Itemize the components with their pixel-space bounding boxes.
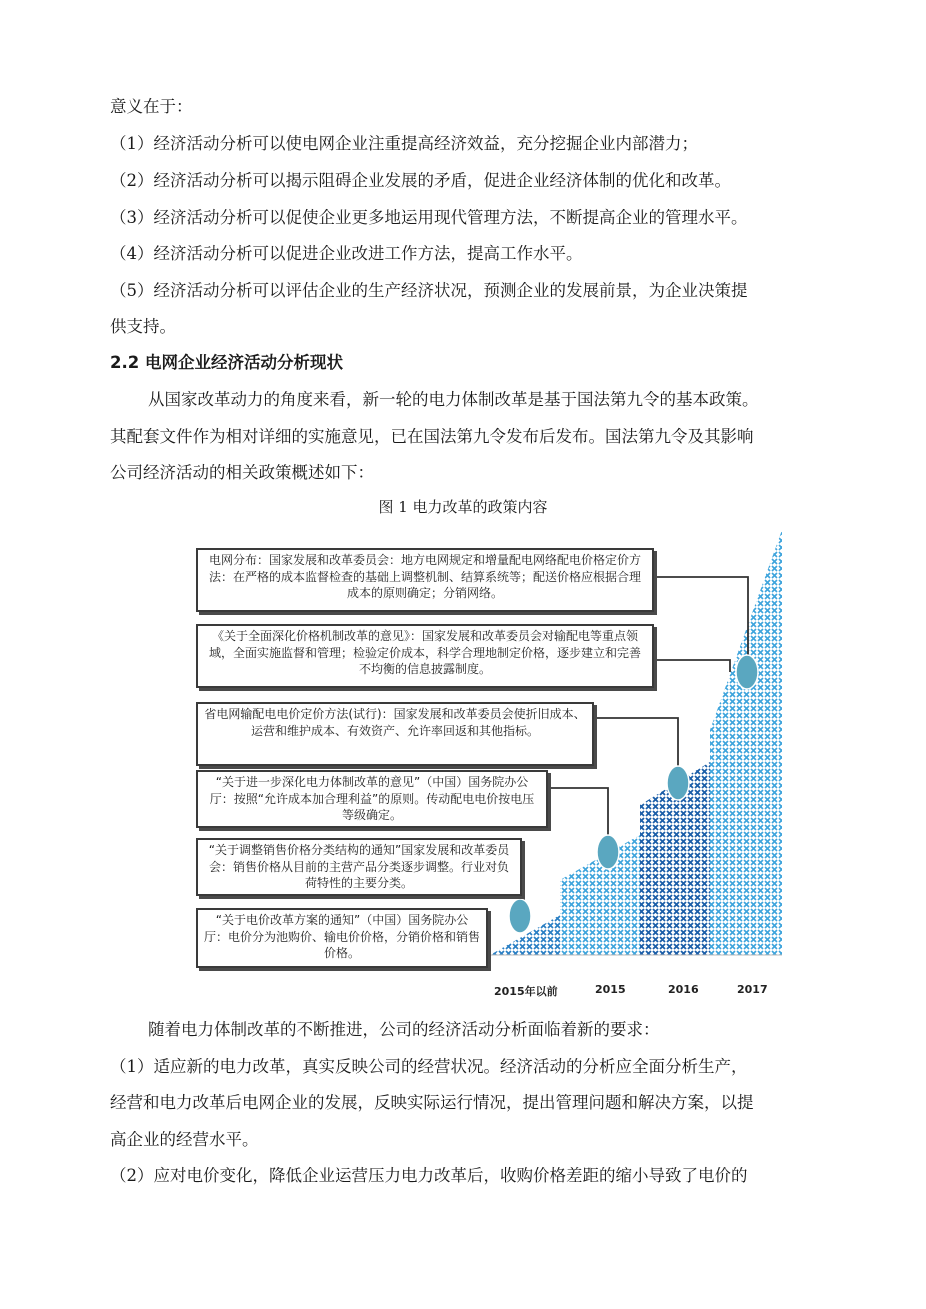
text-line: 经营和电力改革后电网企业的发展，反映实际运行情况，提出管理问题和解决方案，以提 bbox=[110, 1093, 754, 1112]
year-label: 2016 bbox=[668, 983, 699, 996]
text-line: （1）经济活动分析可以使电网企业注重提高经济效益，充分挖掘企业内部潜力； bbox=[110, 134, 698, 153]
policy-box: “关于调整销售价格分类结构的通知”国家发展和改革委员会：销售价格从目前的主营产品分类逐步调整。行业对负荷特性的主要分类。 bbox=[196, 838, 522, 896]
policy-box: “关于进一步深化电力体制改革的意见”（中国）国务院办公厅：按照“允许成本加合理利益”的原则。传动配电电价按电压等级确定。 bbox=[196, 770, 548, 828]
figure-caption: 图 1 电力改革的政策内容 bbox=[378, 498, 548, 516]
year-label: 2015 bbox=[595, 983, 626, 996]
text-line: （2）经济活动分析可以揭示阻碍企业发展的矛盾，促进企业经济体制的优化和改革。 bbox=[110, 171, 731, 190]
text-line: 其配套文件作为相对详细的实施意见，已在国法第九令发布后发布。国法第九令及其影响 bbox=[110, 427, 754, 446]
section-heading: 2.2 电网企业经济活动分析现状 bbox=[110, 353, 343, 372]
policy-box: “关于电价改革方案的通知”（中国）国务院办公厅：电价分为池购价、输电价价格，分销价格和销售价格。 bbox=[196, 908, 488, 968]
text-line: （1）适应新的电力改革，真实反映公司的经营状况。经济活动的分析应全面分析生产， bbox=[110, 1057, 748, 1076]
text-line: （4）经济活动分析可以促进企业改进工作方法，提高工作水平。 bbox=[110, 244, 583, 263]
text-line: 随着电力体制改革的不断推进，公司的经济活动分析面临着新的要求： bbox=[148, 1020, 660, 1039]
staircase-segment-2017 bbox=[710, 530, 782, 955]
policy-box: 电网分布：国家发展和改革委员会：地方电网规定和增量配电网络配电价格定价方法：在严格的成本监督检查的基础上调整机制、结算系统等；配送价格应根据合理成本的原则确定；分销网络。 bbox=[196, 548, 654, 612]
timeline-marker bbox=[509, 899, 531, 933]
text-line: 公司经济活动的相关政策概述如下： bbox=[110, 463, 374, 482]
text-line: 从国家改革动力的角度来看，新一轮的电力体制改革是基于国法第九令的基本政策。 bbox=[148, 390, 759, 409]
timeline-marker bbox=[667, 766, 689, 800]
text-line: 供支持。 bbox=[110, 317, 176, 336]
text-line: 意义在于： bbox=[110, 97, 193, 116]
timeline-marker bbox=[736, 655, 758, 689]
policy-box: 《关于全面深化价格机制改革的意见》：国家发展和改革委员会对输配电等重点领域，全面实施监督和管理；检验定价成本，科学合理地制定价格，逐步建立和完善不均衡的信息披露制度。 bbox=[196, 624, 654, 688]
text-line: （2）应对电价变化，降低企业运营压力电力改革后，收购价格差距的缩小导致了电价的 bbox=[110, 1166, 748, 1185]
text-line: （5）经济活动分析可以评估企业的生产经济状况，预测企业的发展前景，为企业决策提 bbox=[110, 281, 748, 300]
text-line: 高企业的经营水平。 bbox=[110, 1130, 259, 1149]
timeline-marker bbox=[597, 835, 619, 869]
text-line: （3）经济活动分析可以促使企业更多地运用现代管理方法，不断提高企业的管理水平。 bbox=[110, 208, 748, 227]
year-label: 2015年以前 bbox=[494, 985, 558, 998]
year-label: 2017 bbox=[737, 983, 768, 996]
policy-box: 省电网输配电电价定价方法(试行)：国家发展和改革委员会使折旧成本、运营和维护成本、有效资产、允许率回返和其他指标。 bbox=[196, 702, 594, 766]
